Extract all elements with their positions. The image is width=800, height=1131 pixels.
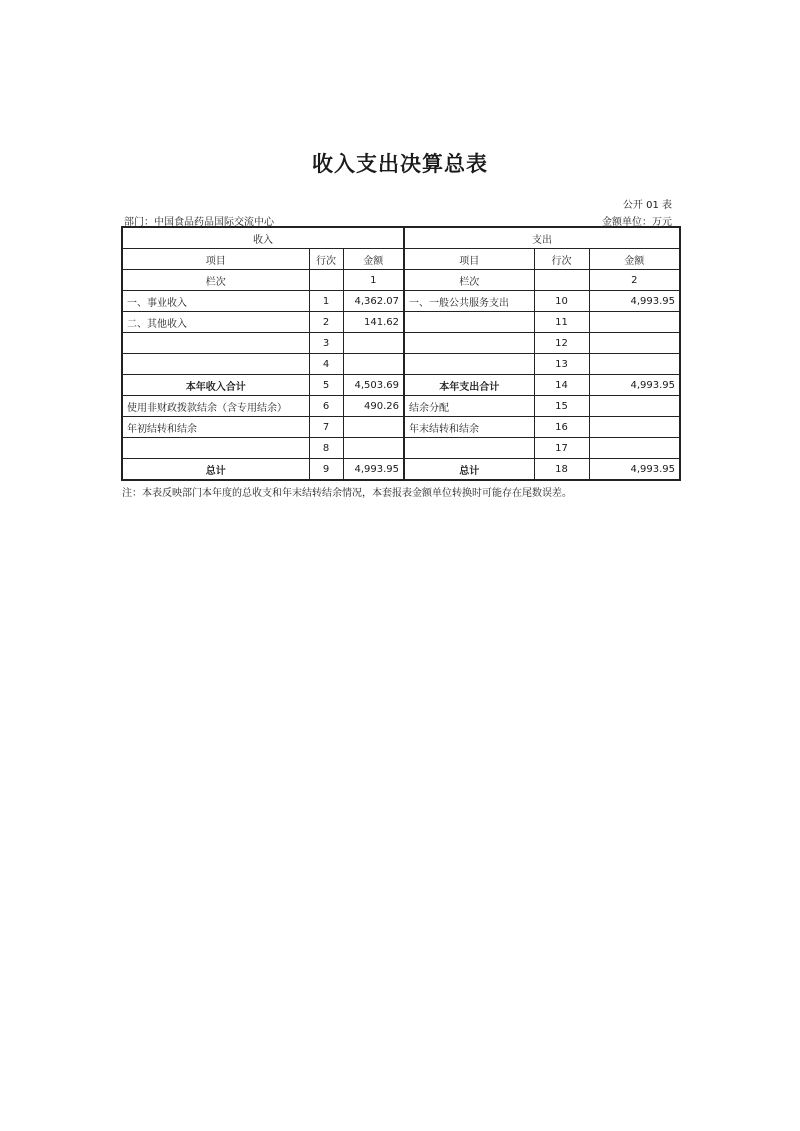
expense-amount (589, 417, 680, 438)
expense-item (404, 333, 534, 354)
expense-subtotal-amount: 4,993.95 (589, 375, 680, 396)
expense-amount (589, 354, 680, 375)
income-line: 5 (309, 375, 343, 396)
expense-item: 一、一般公共服务支出 (404, 291, 534, 312)
table-row (122, 312, 680, 333)
table-row (122, 417, 680, 438)
expense-line: 15 (534, 396, 589, 417)
income-amount-header: 金额 (343, 249, 404, 270)
expense-index-number: 2 (589, 270, 680, 291)
expense-line: 10 (534, 291, 589, 312)
income-line: 7 (309, 417, 343, 438)
expense-line: 17 (534, 438, 589, 459)
expense-item (404, 438, 534, 459)
income-item: 二、其他收入 (122, 312, 309, 333)
expense-item: 结余分配 (404, 396, 534, 417)
income-amount: 141.62 (343, 312, 404, 333)
expense-line: 12 (534, 333, 589, 354)
document-title: 收入支出决算总表 (312, 152, 488, 176)
income-amount (343, 417, 404, 438)
expense-index-label: 栏次 (404, 270, 534, 291)
table-row (122, 333, 680, 354)
income-amount (343, 354, 404, 375)
table-row (122, 291, 680, 312)
income-item-header: 项目 (122, 249, 309, 270)
income-item: 使用非财政拨款结余（含专用结余） (122, 396, 309, 417)
expense-amount (589, 333, 680, 354)
column-header-row (122, 249, 680, 270)
income-index-blank (309, 270, 343, 291)
expense-amount: 4,993.95 (589, 291, 680, 312)
income-line: 2 (309, 312, 343, 333)
expense-line: 18 (534, 459, 589, 481)
expense-line: 16 (534, 417, 589, 438)
expense-subtotal-label: 本年支出合计 (404, 375, 534, 396)
table-row (122, 396, 680, 417)
income-line-header: 行次 (309, 249, 343, 270)
income-total-label: 总计 (122, 459, 309, 481)
income-subtotal-label: 本年收入合计 (122, 375, 309, 396)
expense-line: 13 (534, 354, 589, 375)
income-total-amount: 4,993.95 (343, 459, 404, 481)
expense-item (404, 354, 534, 375)
expense-amount (589, 438, 680, 459)
amount-unit-label: 金额单位：万元 (602, 217, 672, 228)
expense-amount-header: 金额 (589, 249, 680, 270)
income-index-label: 栏次 (122, 270, 309, 291)
subtotal-row (122, 375, 680, 396)
table-row (122, 438, 680, 459)
income-index-number: 1 (343, 270, 404, 291)
expense-total-label: 总计 (404, 459, 534, 481)
income-amount: 4,362.07 (343, 291, 404, 312)
column-index-row (122, 270, 680, 291)
expense-line: 11 (534, 312, 589, 333)
income-expense-summary-table (121, 226, 681, 481)
expense-item-header: 项目 (404, 249, 534, 270)
expense-amount (589, 396, 680, 417)
income-item (122, 354, 309, 375)
expense-item: 年末结转和结余 (404, 417, 534, 438)
income-line: 6 (309, 396, 343, 417)
income-subtotal-amount: 4,503.69 (343, 375, 404, 396)
department-label: 部门：中国食品药品国际交流中心 (124, 217, 274, 228)
expense-item (404, 312, 534, 333)
income-item (122, 333, 309, 354)
income-line: 3 (309, 333, 343, 354)
income-line: 8 (309, 438, 343, 459)
expense-total-amount: 4,993.95 (589, 459, 680, 481)
expense-line-header: 行次 (534, 249, 589, 270)
expense-index-blank (534, 270, 589, 291)
income-amount: 490.26 (343, 396, 404, 417)
table-row (122, 354, 680, 375)
expense-amount (589, 312, 680, 333)
form-code: 公开 01 表 (622, 200, 672, 211)
income-amount (343, 438, 404, 459)
income-item (122, 438, 309, 459)
income-section-header: 收入 (122, 227, 404, 249)
expense-line: 14 (534, 375, 589, 396)
table-footnote: 注：本表反映部门本年度的总收支和年末结转结余情况，本套报表金额单位转换时可能存在尾数误差。 (122, 488, 572, 499)
income-line: 1 (309, 291, 343, 312)
income-line: 9 (309, 459, 343, 481)
income-amount (343, 333, 404, 354)
expense-section-header: 支出 (404, 227, 680, 249)
section-header-row (122, 227, 680, 249)
grand-total-row (122, 459, 680, 481)
income-item: 一、事业收入 (122, 291, 309, 312)
income-line: 4 (309, 354, 343, 375)
income-item: 年初结转和结余 (122, 417, 309, 438)
